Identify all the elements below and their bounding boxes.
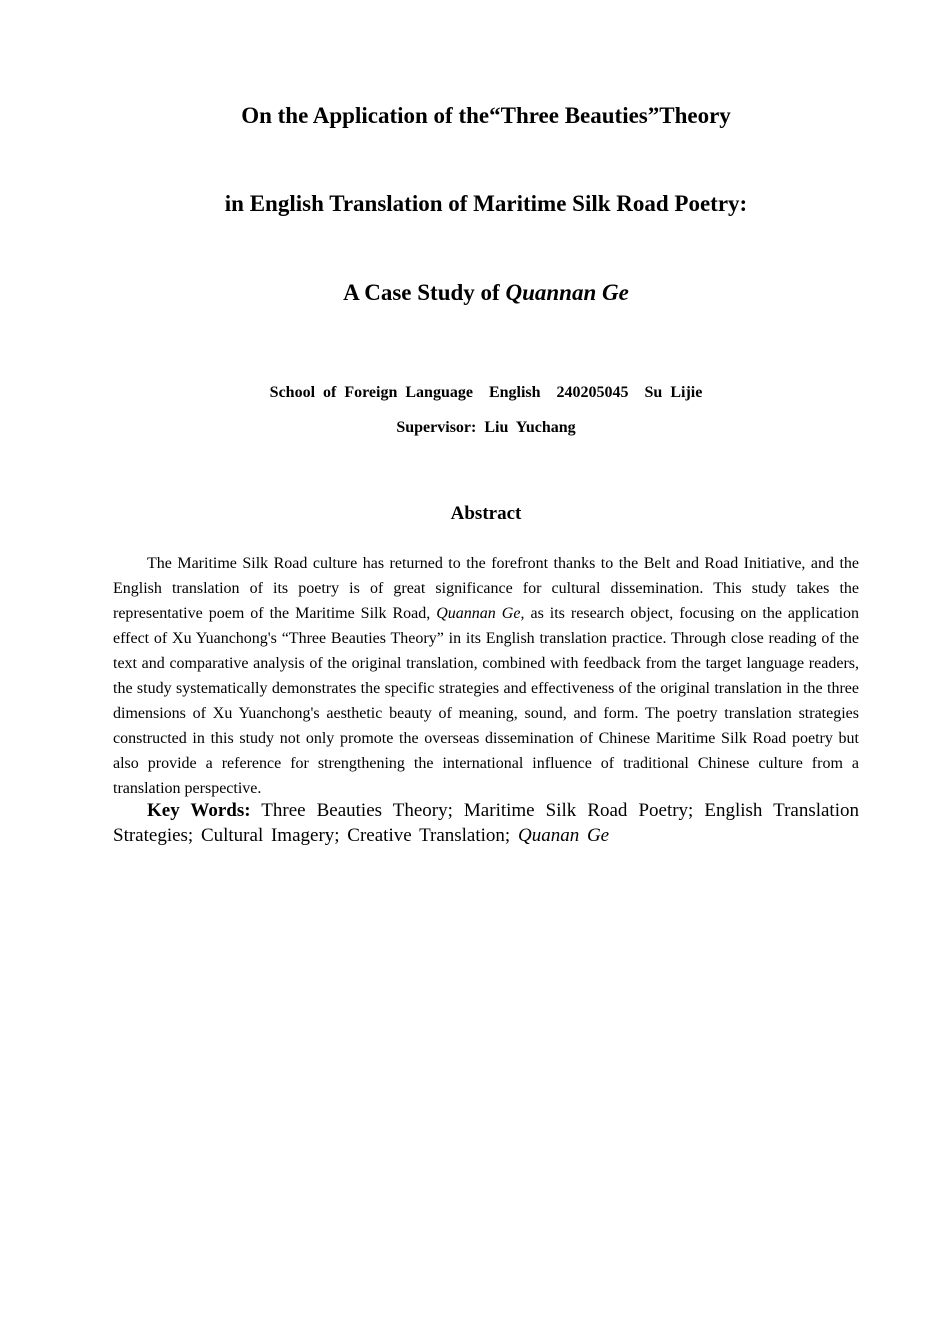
abstract-body [113,551,859,801]
keywords-label: Key Words: [147,800,251,821]
title-line-2-text: in English Translation of Maritime Silk Road Poetry: [224,191,748,216]
title-line-2 [0,189,950,219]
author-line: School of Foreign Language English 240205045 Su Lijie [269,384,703,401]
abstract-heading: Abstract [450,503,522,524]
title-line-3-prefix: A Case Study of [343,280,506,305]
keywords-items: Three Beauties Theory; Maritime Silk Road Poetry; English Translation Strategies; Cultural Imagery; Creative Translation; [113,800,859,846]
abstract-body-part2: , as its research object, focusing on the application effect of Xu Yuanchong's “Three Beauties Theory” in its English translation practice. Through close reading of the text and comparative analysis of the original translation, combined with feedback from the target language readers, the study systematically demonstrates the specific strategies and effectiveness of the original translation in the three dimensions of Xu Yuanchong's aesthetic beauty of meaning, sound, and form. The poetry translation strategies constructed in this study not only promote the overseas dissemination of Chinese Maritime Silk Road poetry but also provide a reference for strengthening the international influence of traditional Chinese culture from a translation perspective. [113,605,860,797]
supervisor-line: Supervisor: Liu Yuchang [396,419,576,436]
abstract-poem-name: Quannan Ge [436,605,521,622]
title-line-3 [0,278,950,308]
keywords-poem-name: Quanan Ge [517,825,610,846]
title-poem-name: Quannan Ge [505,280,629,305]
keywords-paragraph [113,798,859,848]
title-line-1 [0,101,950,131]
abstract-body-part1: The Maritime Silk Road culture has returned to the forefront thanks to the Belt and Road Initiative, and the English translation of its poetry is of great significance for cultural dissemination. This study takes the representative poem of the Maritime Silk Road, [113,555,859,622]
title-line-1-text: On the Application of the“Three Beauties”Theory [241,103,731,128]
